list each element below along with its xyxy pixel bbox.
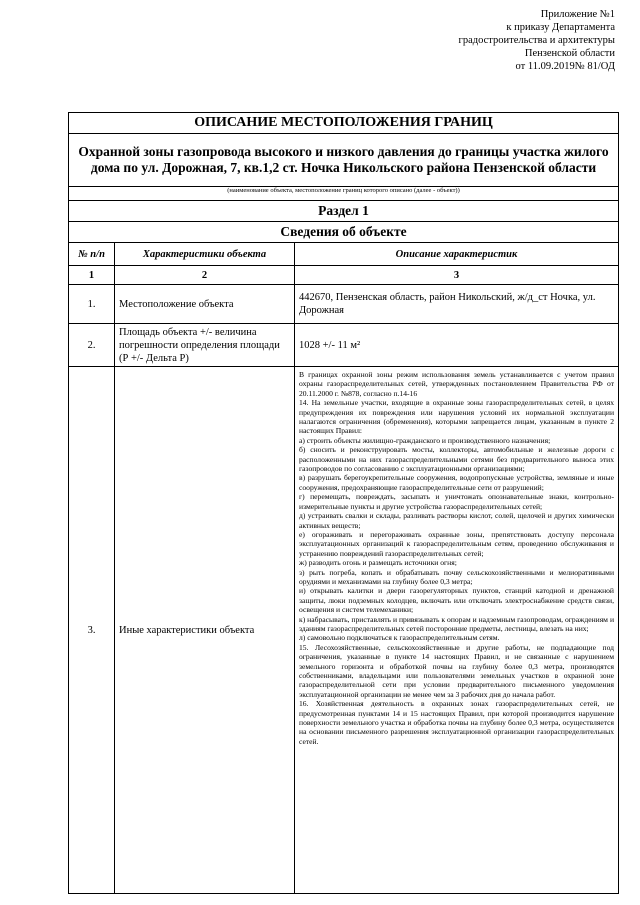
row-number: 3. [69, 367, 115, 894]
appendix-line: Приложение №1 [540, 9, 615, 20]
legal-paragraph: б) сносить и реконструировать мосты, коллекторы, автомобильные и железные дороги с расположенными на них газораспределительными сетями без предварительного выноса этих газопроводов по согласованию с эксплуатационными организациями; [299, 445, 615, 474]
legal-paragraph: 15. Лесохозяйственные, сельскохозяйственные и другие работы, не подпадающие под ограничения, указанные в пункте 14 настоящих Правил, и не связанные с нарушением земельного горизонта и обработкой почвы на глубину более 0,3 метра, производятся собственниками, владельцами или пользователями земельных участков в охранной зоне газораспределительной сети при условии предварительного письменного уведомления эксплуатационной организации не менее чем за 3 рабочих дня до начала работ. [299, 642, 615, 699]
row-value: 1028 +/- 11 м² [295, 324, 619, 367]
legal-paragraph: л) самовольно подключаться к газораспределительным сетям. [299, 633, 500, 643]
legal-paragraph: г) перемещать, повреждать, засыпать и уничтожать опознавательные знаки, контрольно-измерительные пункты и другие устройства газораспределительных сетей; [299, 492, 615, 511]
legal-paragraph: ж) разводить огонь и размещать источники огня; [299, 558, 457, 568]
table-row [69, 367, 619, 894]
legal-paragraph: з) рыть погреба, копать и обрабатывать почву сельскохозяйственными и мелиоративными орудиями и механизмами на глубину более 0,3 метра; [299, 567, 615, 586]
appendix-line: к приказу Департамента [506, 22, 615, 33]
legal-paragraph: В границах охранной зоны режим использования земель устанавливается с учетом правил охраны газораспределительных сетей, утвержденных постановлением Правительства РФ от 20.11.2000 г. №878, согласно п.14-16 [299, 370, 615, 398]
table-row [69, 324, 619, 367]
column-header-characteristic: Характеристики объекта [115, 243, 295, 266]
row-characteristic: Местоположение объекта [115, 285, 295, 324]
legal-paragraph: и) открывать калитки и двери газорегуляторных пунктов, станций катодной и дренажной защиты, люки подземных колодцев, включать или отключать электроснабжение средств связи, освещения и систем телемеханики; [299, 586, 615, 615]
appendix-line: от 11.09.2019№ 81/ОД [515, 61, 615, 72]
row-number: 1. [69, 285, 115, 324]
table-row [69, 285, 619, 324]
row-number: 2. [69, 324, 115, 367]
boundary-description-table [68, 112, 619, 894]
object-name: Охранной зоны газопровода высокого и низкого давления до границы участка жилого дома по ул. Дорожная, 7, кв.1,2 ст. Ночка Никольского района Пензенской области [69, 134, 619, 187]
column-headers [69, 243, 619, 266]
legal-paragraph: в) разрушать берегоукрепительные сооружения, водопропускные устройства, земляные и иные сооружения, предохраняющие газораспределительные сети от разрушений; [299, 473, 615, 492]
document-title: ОПИСАНИЕ МЕСТОПОЛОЖЕНИЯ ГРАНИЦ [69, 113, 619, 134]
column-index: 3 [295, 266, 619, 285]
column-index: 2 [115, 266, 295, 285]
row-value: 442670, Пензенская область, район Никольский, ж/д_ст Ночка, ул. Дорожная [295, 285, 619, 324]
restrictions-text [295, 367, 619, 894]
legal-paragraph: а) строить объекты жилищно-гражданского и производственного назначения; [299, 435, 551, 445]
legal-paragraph: 16. Хозяйственная деятельность в охранных зонах газораспределительных сетей, не предусмотренная пунктами 14 и 15 настоящих Правил, при которой производится нарушение поверхности земельного участка и обработка почвы на глубину более 0,3 метра, осуществляется на основании письменного разрешения эксплуатационной организации газораспределительных сетей. [299, 699, 615, 746]
column-header-description: Описание характеристик [295, 243, 619, 266]
legal-paragraph: е) огораживать и перегораживать охранные зоны, препятствовать доступу персонала эксплуатационных организаций к газораспределительным сетям, проведению обслуживания и устранению повреждений газораспределительных сетей; [299, 529, 615, 558]
row-characteristic: Иные характеристики объекта [115, 367, 295, 894]
column-header-num: № п/п [69, 243, 115, 266]
section-number: Раздел 1 [69, 201, 619, 222]
appendix-header [355, 8, 615, 73]
appendix-line: градостроительства и архитектуры [458, 35, 615, 46]
section-title: Сведения об объекте [69, 222, 619, 243]
column-index-row [69, 266, 619, 285]
appendix-line: Пензенской области [524, 48, 615, 59]
legal-paragraph: д) устраивать свалки и склады, разливать растворы кислот, солей, щелочей и других химически активных веществ; [299, 511, 615, 530]
row-characteristic: Площадь объекта +/- величина погрешности определения площади (Р +/- Дельта Р) [115, 324, 295, 367]
object-note: (наименование объекта, местоположение границ которого описано (далее - объект)) [69, 187, 619, 201]
page-bottom-border [68, 893, 619, 894]
column-index: 1 [69, 266, 115, 285]
legal-paragraph: 14. На земельные участки, входящие в охранные зоны газораспределительных сетей, в целях предупреждения их повреждения или нарушения условий их нормальной эксплуатации налагаются ограничения (обременения), которыми запрещается лицам, указанным в пункте 2 настоящих Правил: [299, 398, 615, 436]
legal-paragraph: к) набрасывать, приставлять и привязывать к опорам и надземным газопроводам, ограждениям и зданиям газораспределительных сетей посторонние предметы, лестницы, влезать на них; [299, 614, 615, 633]
